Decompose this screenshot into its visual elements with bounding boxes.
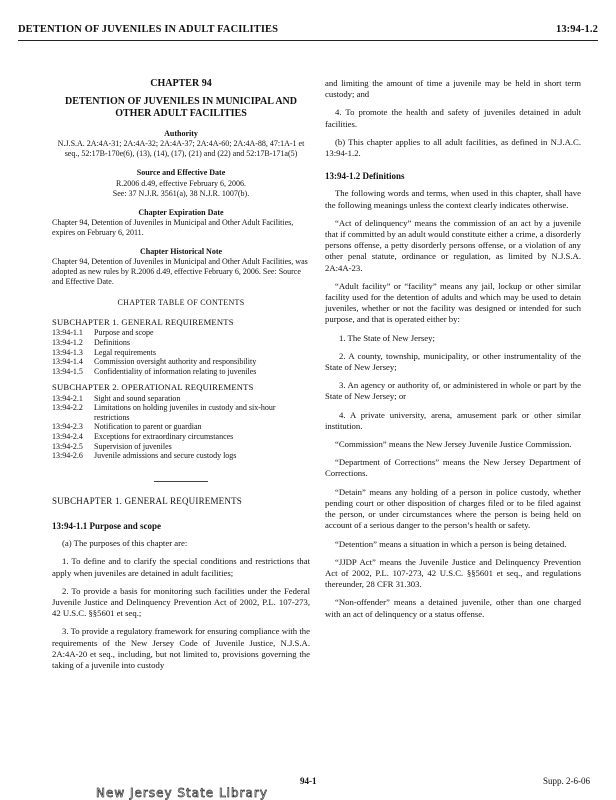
toc-entry[interactable]: 13:94-1.1 Purpose and scope	[52, 328, 154, 338]
toc-title: CHAPTER TABLE OF CONTENTS	[117, 298, 245, 308]
paragraph: The following words and terms, when used in this chapter, shall have the following meanings unless the context clearly indicates otherwise.	[325, 188, 581, 210]
paragraph: 4. To promote the health and safety of juveniles detained in adult facilities.	[325, 107, 581, 129]
authority-label: Authority	[164, 129, 198, 139]
toc-entry[interactable]: 13:94-2.2 Limitations on holding juveniles in custody and six-hour restrictions	[52, 403, 276, 422]
toc-entry[interactable]: 13:94-2.5 Supervision of juveniles	[52, 441, 172, 451]
definition-adult-facility: “Adult facility” or “facility” means any jail, lockup or other similar facility used for the detention of adults and which may be used to detain juveniles, whether or not the facility was designed or intended for such purpose, and that is operated either by:	[325, 280, 581, 325]
definition-detain: “Detain” means any holding of a person in police custody, whether pending court or other disposition of charges filed or to be filed against the person, or under circumstances where the person is being held on account of a serious danger to the person’s health or safety.	[325, 486, 581, 531]
chapter-title: DETENTION OF JUVENILES IN MUNICIPAL AND OTHER ADULT FACILITIES	[65, 96, 297, 120]
paragraph: 3. To provide a regulatory framework for ensuring compliance with the requirements of the New Jersey Code of Juvenile Justice, N.J.S.A. 2A:4A-20 et seq., including, but not limited to, provisions governing the taking of a juvenile into custody	[52, 626, 310, 670]
definition-department-of-corrections: “Department of Corrections” means the New Jersey Department of Corrections.	[325, 457, 581, 479]
definition-act-of-delinquency: “Act of delinquency” means the commission of an act by a juvenile that if committed by an adult would constitute either a crime, a disorderly persons offense, a petty disorderly persons offense, or a violation of any other penal statute, ordinance or regulation, as limited by N.J.S.A. 2A:4A-23.	[325, 217, 581, 273]
chapter-number: CHAPTER 94	[150, 78, 212, 89]
toc-entry[interactable]: 13:94-1.4 Commission oversight authority and responsibility	[52, 357, 257, 367]
toc-entry[interactable]: 13:94-1.2 Definitions	[52, 338, 130, 348]
history-text: Chapter 94, Detention of Juveniles in Municipal and Other Adult Facilities, was adopted as new rules by R.2006 d.49, effective February 6, 2006. See: Source and Effective Date.	[52, 257, 308, 287]
toc-entry[interactable]: 13:94-1.5 Confidentiality of information relating to juveniles	[52, 366, 257, 376]
definition-non-offender: “Non-offender” means a detained juvenile, other than one charged with an act of delinquency or a status offense.	[325, 597, 581, 619]
source-text-1: R.2006 d.49, effective February 6, 2006.	[115, 178, 247, 188]
definition-commission: “Commission” means the New Jersey Juvenile Justice Commission.	[335, 439, 572, 450]
expiration-text: Chapter 94, Detention of Juveniles in Municipal and Other Adult Facilities, expires on February 6, 2011.	[52, 217, 294, 237]
toc-entry[interactable]: 13:94-2.4 Exceptions for extraordinary circumstances	[52, 431, 234, 441]
list-item: 3. An agency or authority of, or administered in whole or part by the State of New Jersey; or	[325, 380, 581, 402]
history-label: Chapter Historical Note	[139, 246, 223, 256]
authority-text: N.J.S.A. 2A:4A-31; 2A:4A-32; 2A:4A-37; 2A:4A-60; 2A:4A-88, 47:1A-1 et seq., 52:17B-170e(6), (13), (14), (17), (21) and (22) and 52:17B-171a(5)	[57, 139, 305, 159]
toc-list-2	[52, 394, 310, 461]
toc-subchapter-1: SUBCHAPTER 1. GENERAL REQUIREMENTS	[52, 317, 234, 328]
list-item: 2. A county, township, municipality, or other instrumentality of the State of New Jersey;	[325, 350, 581, 373]
toc-list-1	[52, 328, 310, 376]
list-item: 4. A private university, arena, amusement park or other similar institution.	[325, 409, 581, 431]
left-column	[52, 78, 310, 678]
list-item: 1. The State of New Jersey;	[339, 332, 435, 343]
section-heading-1-1: 13:94-1.1 Purpose and scope	[52, 520, 162, 531]
toc-entry[interactable]: 13:94-2.6 Juvenile admissions and secure custody logs	[52, 451, 237, 461]
definition-jjdp-act: “JJDP Act” means the Juvenile Justice and Delinquency Prevention Act of 2002, P.L. 107-273, 42 U.S.C. §§5601 et seq., and regulations thereunder, 28 CFR 31.303.	[325, 556, 581, 590]
definition-detention: “Detention” means a situation in which a person is being detained.	[335, 538, 567, 549]
paragraph: (a) The purposes of this chapter are:	[62, 538, 188, 549]
source-label: Source and Effective Date	[136, 168, 226, 178]
paragraph: 1. To define and to clarify the special conditions and restrictions that apply when juveniles are detained in adult facilities;	[52, 556, 310, 578]
section-heading-1-2: 13:94-1.2 Definitions	[325, 171, 405, 182]
paragraph: (b) This chapter applies to all adult facilities, as defined in N.J.A.C. 13:94-1.2.	[325, 136, 581, 159]
toc-subchapter-2: SUBCHAPTER 2. OPERATIONAL REQUIREMENTS	[52, 382, 254, 393]
supplement-date: Supp. 2-6-06	[543, 776, 590, 786]
page-number: 94-1	[300, 776, 317, 786]
running-header	[18, 24, 598, 35]
right-column	[325, 78, 581, 627]
library-watermark: New Jersey State Library	[96, 786, 268, 800]
subchapter-heading: SUBCHAPTER 1. GENERAL REQUIREMENTS	[52, 495, 242, 506]
header-section-number: 13:94-1.2	[555, 24, 598, 35]
header-rule	[18, 40, 598, 41]
paragraph: and limiting the amount of time a juvenile may be held in short term custody; and	[325, 78, 581, 100]
expiration-label: Chapter Expiration Date	[138, 207, 224, 217]
toc-entry[interactable]: 13:94-2.1 Sight and sound separation	[52, 393, 181, 403]
source-text-2: See: 37 N.J.R. 3561(a), 38 N.J.R. 1007(b).	[112, 188, 250, 198]
section-divider	[154, 481, 208, 482]
toc-entry[interactable]: 13:94-2.3 Notification to parent or guardian	[52, 422, 202, 432]
toc-entry[interactable]: 13:94-1.3 Legal requirements	[52, 347, 156, 357]
header-title: DETENTION OF JUVENILES IN ADULT FACILITIES	[18, 24, 279, 35]
paragraph: 2. To provide a basis for monitoring such facilities under the Federal Juvenile Justice and Delinquency Prevention Act of 2002, P.L. 107-273, 42 U.S.C. §§5601 et seq.;	[52, 585, 310, 619]
